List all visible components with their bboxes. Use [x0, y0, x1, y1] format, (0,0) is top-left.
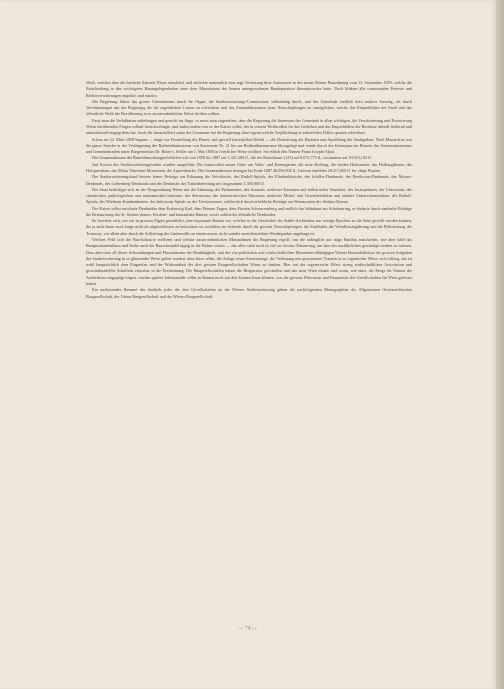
- paragraph: Der Staat betheiligte sich an der Neugestaltung Wiens mit der Erbauung des Parlamentes, des Arsenals, mehrerer Kasernen und militärischer Anstalten, des Justizpalastes, der Universität, des chemischen, pathologischen und anatomischen Institutes, der Sternwarte, des österreichischen Museums, mehrerer Mittel- und Gewerbeschulen und anderer Unterrichtsanstalten, des Rudolf-Spitals, des Wiedener Krankenhauses, des Infections-Spitals an der Triesterstrasse, schliesslich durch erhebliche Beiträge zur Restauration des Stefans-Domes.: [86, 186, 412, 205]
- paragraph: Schon am 22. März 1858 begann — lange vor Feststellung des Planes, auf speciell kaiserlichen Befehl — die Demolirung der Basteien und Ausfüllung der Stadtgräben. Nach Monatsfrist war die ganze Strecke in der Verlängerung der Rothenthurmstrasse von Kasematte Nr. 21 bis zur Rothenthurmstrasse blossgelegt und wurde durch das Kaiserpaar im Beisein des Staatsministeriums und Gemeinderathes unter Bürgermeister Dr. Ritter v. Seiller am 1. Mai 1858 in feierlicher Weise eröffnet. Sie erhielt den Namen Franz Josephs-Quai.: [86, 136, 412, 155]
- page-number: — 74 —: [238, 625, 258, 630]
- paragraph: Der Kaiser selbst errichtete Denkmäler dem Erzherzog Karl, dem Prinzen Eugen, dem Fürsten Schwarzenberg und endlich das Sühnhaus am Schottenring, er förderte durch namhafte Beiträge die Restaurirung des St. Stefans-domes, Kirchen- und humanitäre Bauten, sowie zahlreiche öffentliche Denkmäler.: [86, 205, 412, 217]
- paragraph: Die Gesammtkosten der Basteidemolirungen beliefen sich von 1858 bis 1887 auf 1,341,368 fl., die der Basteibauer (125) auf 8,673,775 fl., zusammen auf 10,015,143 fl.: [92, 155, 372, 161]
- paragraph: Welches Feld sich der Bau-Industrie eröffnete und welche ausserordentlichen Massnahmen die Regierung ergriff, um die anfänglich nur träge Bauthat anzufachen, wie aber bald das Bauspeculantenthum und leider auch der Bauschwindel üppig in die Halme schoss — das alles steht noch in viel zu frischer Erinnerung, um hier des ausführlichen gewürdigt werden zu müssen. Dass aber trotz all dieser Schwankungen und Fluctuationen der Bauthätigkeit, und der von politischen und wirthschaftlichen Momenten abhängigen Wiener Bauverhältnisse die grossen Aufgaben der Stadterweiterung in so glänzender Weise gelöst wurden, dass diese selbst, die Anlage neuer Strassenzüge, die Verbauung neu gewonnener Terrains in so organischer Weise sich vollzog, das ist wohl hauptsächlich dem Eingreifen und der Wirksamkeit der drei grossen Baugesellschaften Wiens zu danken. Hier trat der segensreiche Effect streng wirthschaftlicher Association und grossindustriellen Schaffens erfassbar in die Erscheinung. Die Baugesellschaften haben die Ringstrasse geschaffen und das neue Wien erbaut, und wenn, wie einst, die Zeugt die Namen der Architekten eingeprägt trägen, würden spätere Jahrtausende selbst in Ruinen noch auf den Steinen lesen können, was die grossen Directoren und Baumeister der Gesellschaften für Wien geleistet haben.: [86, 237, 412, 286]
- page-edge: [496, 0, 504, 689]
- paragraph: Die Regierung führte das grosse Unternehmen durch ihr Organ, die Stadterweiterungs-Commission, selbständig durch, und der Gemeinde verblieb kein anderer Ausweg, als durch Vereinbarungen mit der Regierung die ihr zugefallenen Lasten zu erleichtern und das Zustandekommen jener Neuschöpfungen zu ermöglichen, welche das Emporblühen der Stadt und das öffentliche Wohl der Bevölkerung in so ausserordentlicher Weise fördern sollten.: [86, 98, 412, 117]
- paragraph: Fasst man die Verhältnisse unbefangen und gerecht ins Auge, so muss man zugestehen, dass die Regierung die Interessen der Gemeinde in allen wichtigen, die Verschönerung und Erweiterung Wiens berührenden Fragen vollauf berücksichtigte, und insbesondere war es der Kaiser selbst, der in seinem Wohlwollen für das Gedeihen und das Emporblühen der Residenz überall fördernd und unterstützend eingegriffen hat. Auch die finanziellen Lasten der Commune hat die Regierung ohne irgend welche Verpflichtung in zahlreichen Fällen sponten erleichtert.: [86, 117, 412, 136]
- body-text: [86, 80, 412, 300]
- paragraph: Ein umfassendes Resumé des Antheils jeder der drei Gesellschaften an der Wiener Stadterweiterung geben die nachfolgenden Monographien der Allgemeinen Oesterreichischen Baugesellschaft, der Union-Baugesellschaft und der Wiener Baugesellschaft.: [86, 287, 412, 299]
- paragraph: Werk, welches über die bauliche Zukunft Wiens entschied, und erblickte namentlich eine arge Verletzung ihrer Autonomie in der neuen Wiener Bauordnung vom 13. September 1859, welche die Entscheidung in den wichtigsten Bauangelegenheiten einer dem Ministerium des Innern untergeordneten Baudeputation überantwortete hatte. Doch blieben alle communalen Proteste und Rechtsverwahrungen ungehört und nutzlos.: [86, 80, 412, 98]
- paragraph: So bereitete sich, wie wir in grossen Zügen geschildert, jene imposante Bauära vor, welcher in der Geschichte der Städte-Architektur nur wenige Epochen an die Seite gestellt werden können, die ja auch heute noch lange nicht als abgeschlossen zu betrachten ist, nachdem sie vielmehr durch die grossen Neuschöpfungen, die Stadtbahn, die Wienflussregulirung und die Elektrisirung der Tramway, vor allem aber durch die Schleifung der Linienwälle an einem neuen, nicht minder aussichtsreichen Wendepunkte angelangt ist.: [86, 218, 412, 236]
- paragraph: Auf Kosten des Stadterweiterungsfondes wurden ausgeführt: Die kunstvollen neuen Gitter am Volks- und Kaisergarten, die neue Hofburg, die beiden Hofmuseen, das Hofburgtheater, das Hofopernhaus, das Maria Theresien-Monument, die Aspernbrücke. Die Gesammtkosten betrugen bis Ende 1887 46,500,000 fl.; hiervon entfielen 28,317,000 fl. für obige Bauten.: [86, 161, 412, 173]
- paragraph: Der Stadterweiterungsfond leistete ferner Beiträge zur Erbauung der Votivkirche, des Rudolf-Spitals, der Elisabethbrücke, des Schiller-Denkmals, des Beethoven-Denkmals, des Mozart-Denkmals, des Liebenberg-Denkmals und des Denkmals der Türkenbefreiung mit insgesammt 1,300,000 fl.: [86, 174, 412, 186]
